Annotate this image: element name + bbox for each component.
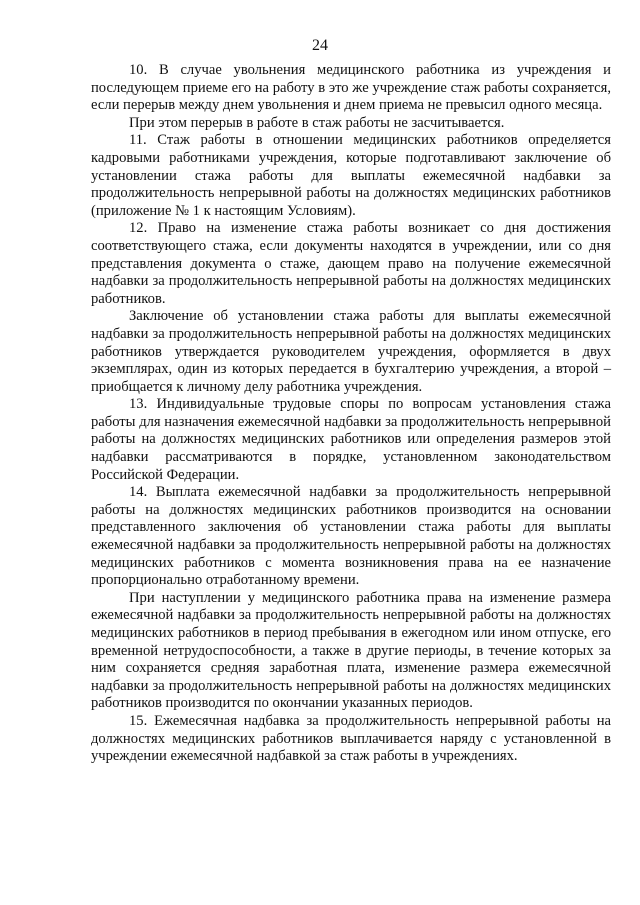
paragraph-10: 10. В случае увольнения медицинского работника из учреждения и последующем приеме его на работу в это же учреждение стаж работы сохраняется, если перерыв между днем увольнения и днем приема не превысил одного месяца. — [91, 62, 611, 114]
paragraph-10-note: При этом перерыв в работе в стаж работы не засчитывается. — [129, 114, 505, 131]
paragraph-12-conclusion: Заключение об установлении стажа работы для выплаты ежемесячной надбавки за продолжительность непрерывной работы на должностях медицинских работников утверждается руководителем учреждения, оформляется в двух экземплярах, один из которых передается в бухгалтерию учреждения, а второй – приобщается к личному делу работника учреждения. — [91, 308, 611, 395]
document-body — [91, 62, 611, 766]
paragraph-13: 13. Индивидуальные трудовые споры по вопросам установления стажа работы для назначения ежемесячной надбавки за продолжительность непрерывной работы на должностях медицинских работников или определения размеров этой надбавки рассматриваются в порядке, установленном законодательством Российской Федерации. — [91, 396, 611, 483]
paragraph-14-change: При наступлении у медицинского работника права на изменение размера ежемесячной надбавки за продолжительность непрерывной работы на должностях медицинских работников в период пребывания в ежегодном или ином отпуске, его временной нетрудоспособности, а также в другие периоды, в течение которых за ним сохраняется средняя заработная плата, изменение размера ежемесячной надбавки за продолжительность непрерывной работы на должностях медицинских работников производится по окончании указанных периодов. — [91, 589, 611, 712]
paragraph-14: 14. Выплата ежемесячной надбавки за продолжительность непрерывной работы на должностях медицинских работников производится на основании представленного заключения об установлении стажа работы для выплаты ежемесячной надбавки за продолжительность непрерывной работы на должностях медицинских работников с момента возникновения права на ее назначение пропорционально отработанному времени. — [91, 484, 611, 589]
page-number: 24 — [312, 37, 328, 54]
paragraph-12: 12. Право на изменение стажа работы возникает со дня достижения соответствующего стажа, если документы находятся в учреждении, или со дня представления документа о стаже, дающем право на получение ежемесячной надбавки за продолжительность непрерывной работы на должностях медицинских работников. — [91, 220, 611, 307]
paragraph-11: 11. Стаж работы в отношении медицинских работников определяется кадровыми работниками учреждения, которые подготавливают заключение об установлении стажа работы для выплаты ежемесячной надбавки за продолжительность непрерывной работы на должностях медицинских работников (приложение № 1 к настоящим Условиям). — [91, 132, 611, 219]
paragraph-15: 15. Ежемесячная надбавка за продолжительность непрерывной работы на должностях медицинских работников выплачивается наряду с установленной в учреждении ежемесячной надбавкой за стаж работы в учреждениях. — [91, 712, 611, 765]
